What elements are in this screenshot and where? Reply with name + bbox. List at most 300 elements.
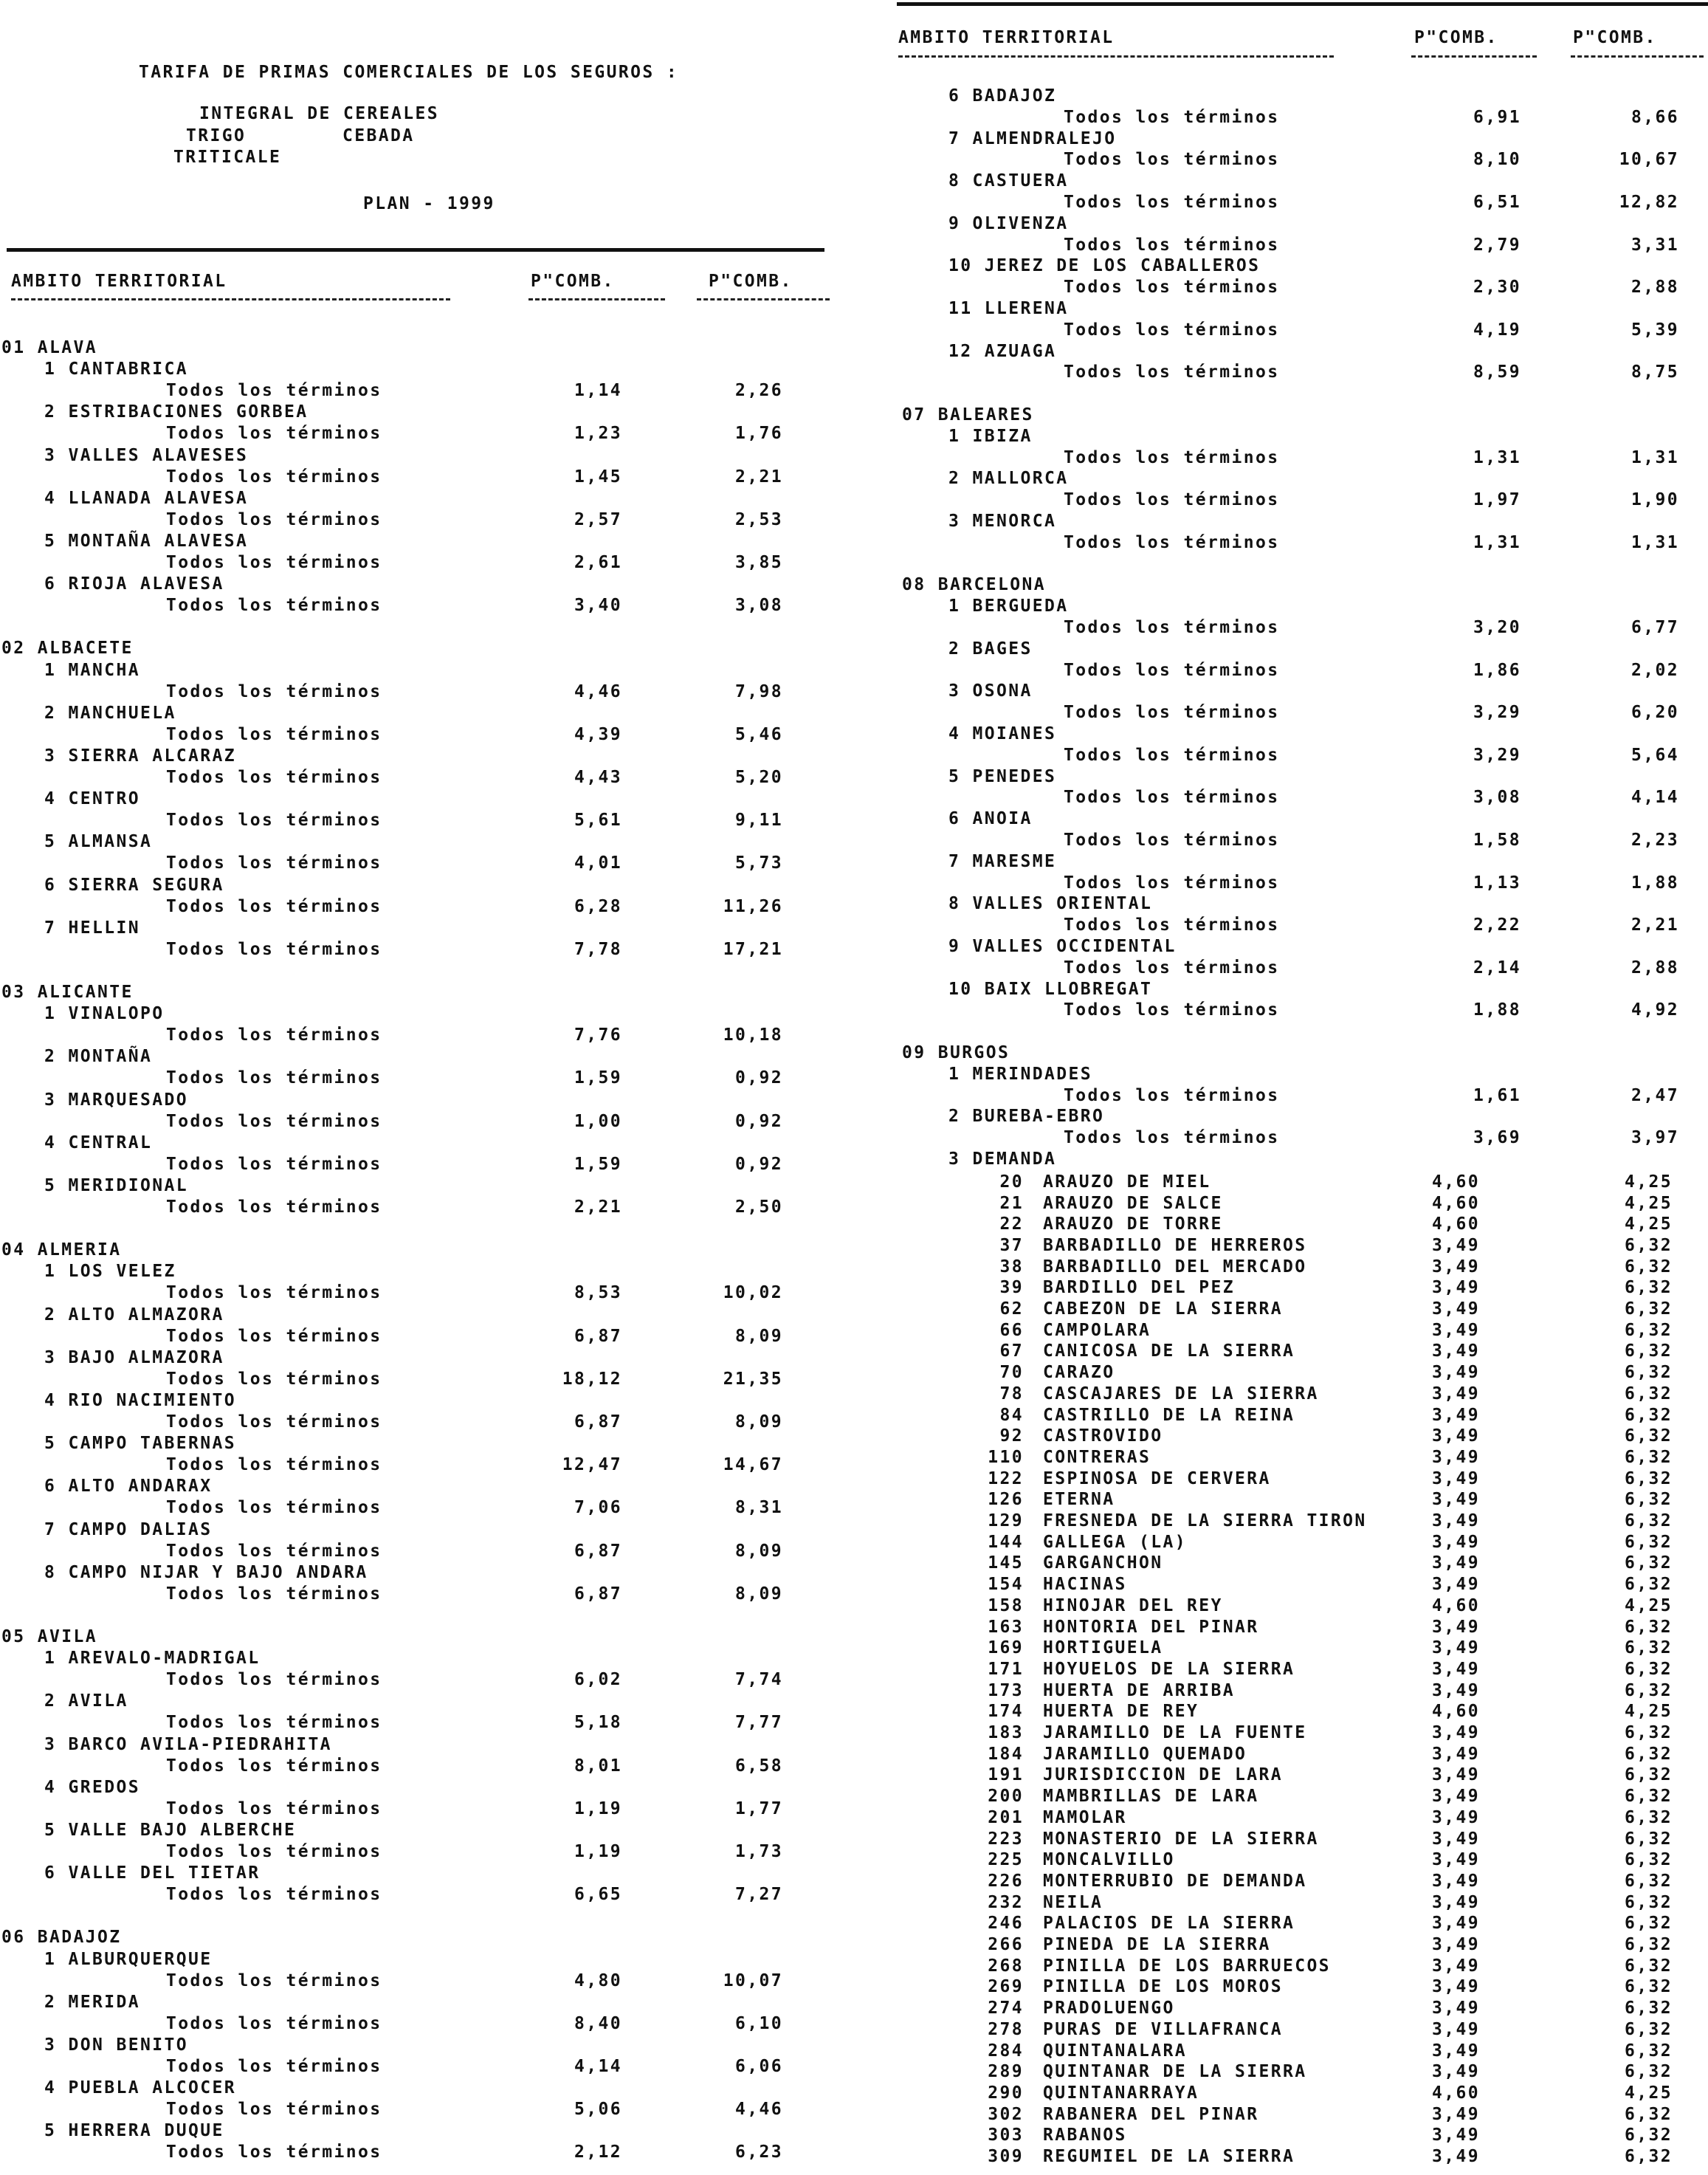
province-heading: 05 AVILA	[1, 1627, 97, 1646]
premium-value-1: 2,30	[1473, 278, 1521, 298]
municipality-code: 184	[988, 1744, 1024, 1764]
zone-name: 3 SIERRA ALCARAZ	[44, 746, 236, 766]
municipality-name: HACINAS	[1043, 1575, 1127, 1595]
header-rule	[897, 2, 1708, 6]
premium-value-1: 4,80	[574, 1970, 622, 1990]
municipality-code: 289	[988, 2062, 1024, 2082]
premium-value-2: 6,32	[1625, 2126, 1673, 2145]
municipality-name: GALLEGA (LA)	[1043, 1532, 1187, 1552]
premium-value-2: 6,32	[1625, 1575, 1673, 1595]
premium-value-1: 3,49	[1432, 1278, 1480, 1298]
column-header-p2: P"COMB.	[1573, 28, 1657, 47]
municipality-code: 232	[988, 1892, 1024, 1912]
all-terms-label: Todos los términos	[166, 896, 382, 916]
premium-value-2: 6,32	[1625, 1638, 1673, 1658]
all-terms-label: Todos los términos	[166, 553, 382, 572]
municipality-code: 225	[988, 1850, 1024, 1870]
premium-value-2: 2,88	[1631, 958, 1679, 977]
premium-value-1: 5,06	[574, 2100, 622, 2120]
zone-name: 4 MOIANES	[948, 724, 1057, 743]
zone-name: 5 MONTAÑA ALAVESA	[44, 531, 249, 551]
premium-value-2: 8,75	[1631, 362, 1679, 382]
all-terms-label: Todos los términos	[1064, 447, 1280, 467]
premium-value-1: 3,49	[1432, 1723, 1480, 1742]
premium-value-2: 3,08	[735, 596, 783, 616]
premium-value-1: 4,60	[1432, 1172, 1480, 1192]
zone-name: 5 VALLE BAJO ALBERCHE	[44, 1820, 297, 1840]
zone-name: 3 DON BENITO	[44, 2035, 188, 2055]
municipality-code: 144	[988, 1532, 1024, 1552]
premium-value-1: 6,91	[1473, 107, 1521, 127]
premium-value-1: 6,65	[574, 1885, 622, 1905]
municipality-name: JARAMILLO QUEMADO	[1043, 1744, 1247, 1764]
all-terms-label: Todos los términos	[1064, 618, 1280, 637]
all-terms-label: Todos los términos	[166, 1283, 382, 1303]
premium-value-1: 1,14	[574, 381, 622, 401]
zone-name: 1 VINALOPO	[44, 1004, 165, 1024]
municipality-name: HOYUELOS DE LA SIERRA	[1043, 1659, 1295, 1679]
province-heading: 08 BARCELONA	[902, 575, 1046, 595]
premium-value-2: 4,46	[735, 2100, 783, 2120]
premium-value-1: 3,49	[1432, 1426, 1480, 1446]
premium-value-2: 3,97	[1631, 1128, 1679, 1148]
premium-value-1: 3,49	[1432, 1977, 1480, 1997]
zone-name: 7 CAMPO DALIAS	[44, 1519, 213, 1539]
municipality-code: 145	[988, 1553, 1024, 1573]
municipality-code: 38	[999, 1257, 1024, 1277]
premium-value-2: 6,32	[1625, 1426, 1673, 1446]
premium-value-2: 1,77	[735, 1798, 783, 1818]
zone-name: 2 ALTO ALMAZORA	[44, 1305, 224, 1324]
premium-value-2: 6,32	[1625, 1892, 1673, 1912]
municipality-name: PRADOLUENGO	[1043, 1999, 1175, 2018]
all-terms-label: Todos los términos	[1064, 915, 1280, 935]
premium-value-1: 7,06	[574, 1498, 622, 1518]
municipality-name: RABANERA DEL PINAR	[1043, 2104, 1259, 2124]
column-header-p1: P"COMB.	[1414, 28, 1498, 47]
municipality-name: ARAUZO DE SALCE	[1043, 1193, 1223, 1213]
municipality-code: 84	[999, 1405, 1024, 1425]
column-header-territory: AMBITO TERRITORIAL	[898, 28, 1115, 47]
municipality-name: BARBADILLO DE HERREROS	[1043, 1235, 1307, 1255]
premium-value-1: 8,40	[574, 2013, 622, 2033]
zone-name: 3 VALLES ALAVESES	[44, 445, 249, 465]
dash-divider	[528, 298, 665, 300]
premium-value-1: 4,01	[574, 853, 622, 873]
premium-value-2: 1,88	[1631, 873, 1679, 893]
municipality-name: CASCAJARES DE LA SIERRA	[1043, 1384, 1319, 1403]
zone-name: 4 PUEBLA ALCOCER	[44, 2078, 236, 2098]
zone-name: 5 CAMPO TABERNAS	[44, 1434, 236, 1454]
premium-value-1: 2,22	[1473, 915, 1521, 935]
dash-divider	[697, 298, 830, 300]
all-terms-label: Todos los términos	[1064, 193, 1280, 212]
premium-value-2: 6,32	[1625, 1914, 1673, 1934]
all-terms-label: Todos los términos	[166, 1842, 382, 1861]
all-terms-label: Todos los términos	[166, 381, 382, 401]
municipality-name: PINEDA DE LA SIERRA	[1043, 1935, 1271, 1954]
zone-name: 7 ALMENDRALEJO	[948, 128, 1117, 148]
premium-value-2: 0,92	[735, 1111, 783, 1131]
zone-name: 1 IBIZA	[948, 426, 1033, 446]
zone-name: 8 CASTUERA	[948, 171, 1069, 191]
premium-value-1: 1,86	[1473, 660, 1521, 680]
all-terms-label: Todos los términos	[1064, 362, 1280, 382]
premium-value-1: 3,49	[1432, 1935, 1480, 1954]
premium-value-2: 2,26	[735, 381, 783, 401]
all-terms-label: Todos los términos	[166, 424, 382, 444]
crop-triticale: TRITICALE	[173, 148, 282, 167]
all-terms-label: Todos los términos	[1064, 1128, 1280, 1148]
premium-value-1: 3,49	[1432, 1787, 1480, 1807]
crop-cebada: CEBADA	[342, 126, 415, 145]
zone-name: 3 MARQUESADO	[44, 1090, 188, 1110]
zone-name: 8 CAMPO NIJAR Y BAJO ANDARA	[44, 1562, 368, 1582]
premium-value-1: 8,10	[1473, 150, 1521, 170]
municipality-name: RABANOS	[1043, 2126, 1127, 2145]
premium-value-1: 4,60	[1432, 1214, 1480, 1234]
municipality-name: MONASTERIO DE LA SIERRA	[1043, 1829, 1319, 1849]
premium-value-1: 3,49	[1432, 1511, 1480, 1530]
zone-name: 2 BUREBA-EBRO	[948, 1107, 1105, 1127]
all-terms-label: Todos los términos	[166, 467, 382, 487]
all-terms-label: Todos los términos	[166, 681, 382, 701]
premium-value-2: 12,82	[1619, 193, 1679, 212]
zone-name: 1 CANTABRICA	[44, 360, 188, 379]
municipality-code: 163	[988, 1617, 1024, 1637]
premium-value-1: 2,61	[574, 553, 622, 572]
municipality-code: 309	[988, 2147, 1024, 2166]
premium-value-1: 1,31	[1473, 532, 1521, 552]
premium-value-1: 3,49	[1432, 1468, 1480, 1488]
municipality-name: CARAZO	[1043, 1363, 1115, 1383]
premium-value-1: 6,87	[574, 1326, 622, 1346]
municipality-name: BARDILLO DEL PEZ	[1043, 1278, 1235, 1298]
premium-value-1: 3,49	[1432, 1680, 1480, 1700]
premium-value-1: 12,47	[562, 1455, 622, 1475]
municipality-code: 173	[988, 1680, 1024, 1700]
municipality-code: 21	[999, 1193, 1024, 1213]
premium-value-2: 6,06	[735, 2057, 783, 2076]
premium-value-1: 1,97	[1473, 490, 1521, 510]
premium-value-1: 7,76	[574, 1025, 622, 1045]
premium-value-2: 8,31	[735, 1498, 783, 1518]
premium-value-2: 4,25	[1625, 1193, 1673, 1213]
all-terms-label: Todos los términos	[166, 1068, 382, 1088]
all-terms-label: Todos los términos	[1064, 1085, 1280, 1105]
zone-name: 1 ALBURQUERQUE	[44, 1949, 213, 1969]
municipality-code: 22	[999, 1214, 1024, 1234]
premium-value-1: 2,14	[1473, 958, 1521, 977]
premium-value-1: 6,28	[574, 896, 622, 916]
zone-name: 2 ESTRIBACIONES GORBEA	[44, 402, 309, 422]
zone-name: 4 GREDOS	[44, 1777, 140, 1797]
all-terms-label: Todos los términos	[1064, 107, 1280, 127]
zone-name: 6 SIERRA SEGURA	[44, 875, 224, 895]
premium-value-2: 5,73	[735, 853, 783, 873]
municipality-name: PINILLA DE LOS MOROS	[1043, 1977, 1283, 1997]
premium-value-2: 2,47	[1631, 1085, 1679, 1105]
all-terms-label: Todos los términos	[166, 1670, 382, 1690]
municipality-name: PALACIOS DE LA SIERRA	[1043, 1914, 1295, 1934]
premium-value-2: 9,11	[735, 811, 783, 831]
premium-value-1: 4,60	[1432, 1595, 1480, 1615]
premium-value-2: 7,74	[735, 1670, 783, 1690]
premium-value-2: 3,31	[1631, 235, 1679, 255]
premium-value-1: 3,49	[1432, 1299, 1480, 1319]
column-header-p2: P"COMB.	[709, 272, 793, 291]
premium-value-2: 6,32	[1625, 1511, 1673, 1530]
zone-name: 6 ALTO ANDARAX	[44, 1477, 213, 1497]
all-terms-label: Todos los términos	[166, 1025, 382, 1045]
municipality-code: 223	[988, 1829, 1024, 1849]
premium-value-2: 8,09	[735, 1412, 783, 1432]
zone-name: 4 RIO NACIMIENTO	[44, 1390, 236, 1410]
premium-value-1: 3,49	[1432, 1892, 1480, 1912]
all-terms-label: Todos los términos	[166, 724, 382, 744]
premium-value-1: 2,57	[574, 509, 622, 529]
premium-value-2: 14,67	[723, 1455, 783, 1475]
premium-value-2: 6,32	[1625, 2019, 1673, 2039]
zone-name: 2 MALLORCA	[948, 469, 1069, 489]
premium-value-1: 3,49	[1432, 1638, 1480, 1658]
premium-value-2: 5,46	[735, 724, 783, 744]
zone-name: 1 MERINDADES	[948, 1064, 1092, 1084]
premium-value-1: 3,49	[1432, 1659, 1480, 1679]
municipality-name: HUERTA DE ARRIBA	[1043, 1680, 1235, 1700]
premium-value-1: 8,53	[574, 1283, 622, 1303]
premium-value-2: 6,32	[1625, 1956, 1673, 1976]
zone-name: 6 BADAJOZ	[948, 86, 1057, 106]
municipality-code: 67	[999, 1341, 1024, 1361]
premium-value-2: 6,23	[735, 2143, 783, 2162]
all-terms-label: Todos los términos	[1064, 1000, 1280, 1020]
premium-value-2: 6,10	[735, 2013, 783, 2033]
premium-value-2: 2,88	[1631, 278, 1679, 298]
municipality-code: 126	[988, 1490, 1024, 1510]
municipality-name: MAMBRILLAS DE LARA	[1043, 1787, 1259, 1807]
premium-value-2: 7,98	[735, 681, 783, 701]
premium-value-2: 1,73	[735, 1842, 783, 1861]
premium-value-2: 6,32	[1625, 1617, 1673, 1637]
all-terms-label: Todos los términos	[166, 1154, 382, 1174]
municipality-name: HORTIGUELA	[1043, 1638, 1163, 1658]
zone-name: 7 MARESME	[948, 851, 1057, 871]
premium-value-1: 1,61	[1473, 1085, 1521, 1105]
all-terms-label: Todos los términos	[166, 1412, 382, 1432]
premium-value-2: 6,32	[1625, 1278, 1673, 1298]
zone-name: 5 MERIDIONAL	[44, 1175, 188, 1195]
premium-value-2: 6,32	[1625, 1235, 1673, 1255]
premium-value-2: 4,25	[1625, 1214, 1673, 1234]
premium-value-1: 5,61	[574, 811, 622, 831]
premium-value-1: 3,49	[1432, 2147, 1480, 2166]
premium-value-1: 1,58	[1473, 831, 1521, 850]
premium-value-2: 6,32	[1625, 1723, 1673, 1742]
premium-value-1: 4,39	[574, 724, 622, 744]
premium-value-1: 3,49	[1432, 1405, 1480, 1425]
zone-name: 2 BAGES	[948, 639, 1033, 659]
premium-value-1: 5,18	[574, 1713, 622, 1733]
municipality-name: QUINTANALARA	[1043, 2041, 1187, 2061]
dash-divider	[11, 298, 450, 300]
premium-value-2: 5,39	[1631, 320, 1679, 340]
premium-value-2: 1,76	[735, 424, 783, 444]
all-terms-label: Todos los términos	[166, 1756, 382, 1776]
premium-value-1: 6,87	[574, 1584, 622, 1604]
province-heading: 03 ALICANTE	[1, 983, 134, 1002]
all-terms-label: Todos los términos	[1064, 703, 1280, 723]
premium-value-2: 2,02	[1631, 660, 1679, 680]
municipality-name: PURAS DE VILLAFRANCA	[1043, 2019, 1283, 2039]
all-terms-label: Todos los términos	[1064, 150, 1280, 170]
premium-value-2: 6,77	[1631, 618, 1679, 637]
premium-value-2: 3,85	[735, 553, 783, 572]
municipality-code: 20	[999, 1172, 1024, 1192]
premium-value-1: 1,59	[574, 1068, 622, 1088]
municipality-code: 174	[988, 1702, 1024, 1722]
municipality-code: 110	[988, 1447, 1024, 1467]
premium-value-1: 1,59	[574, 1154, 622, 1174]
all-terms-label: Todos los términos	[166, 939, 382, 959]
premium-value-1: 3,08	[1473, 788, 1521, 808]
premium-value-1: 3,49	[1432, 1914, 1480, 1934]
premium-value-2: 4,25	[1625, 1172, 1673, 1192]
premium-value-2: 6,32	[1625, 1405, 1673, 1425]
all-terms-label: Todos los términos	[1064, 660, 1280, 680]
municipality-name: HINOJAR DEL REY	[1043, 1595, 1223, 1615]
premium-value-1: 4,60	[1432, 2083, 1480, 2103]
all-terms-label: Todos los términos	[1064, 490, 1280, 510]
premium-value-1: 3,49	[1432, 2041, 1480, 2061]
premium-value-1: 3,49	[1432, 1575, 1480, 1595]
premium-value-2: 6,32	[1625, 1935, 1673, 1954]
zone-name: 12 AZUAGA	[948, 341, 1057, 361]
zone-name: 10 BAIX LLOBREGAT	[948, 979, 1153, 999]
premium-value-1: 4,43	[574, 768, 622, 787]
municipality-code: 158	[988, 1595, 1024, 1615]
premium-value-1: 4,60	[1432, 1702, 1480, 1722]
premium-value-1: 3,29	[1473, 745, 1521, 765]
premium-value-2: 2,21	[1631, 915, 1679, 935]
all-terms-label: Todos los términos	[1064, 831, 1280, 850]
premium-value-2: 4,25	[1625, 1595, 1673, 1615]
premium-value-2: 6,32	[1625, 1999, 1673, 2018]
municipality-name: MONCALVILLO	[1043, 1850, 1175, 1870]
all-terms-label: Todos los términos	[166, 1584, 382, 1604]
premium-value-2: 6,32	[1625, 1532, 1673, 1552]
premium-value-2: 6,32	[1625, 1490, 1673, 1510]
province-heading: 01 ALAVA	[1, 338, 97, 357]
premium-value-1: 3,49	[1432, 1257, 1480, 1277]
premium-value-2: 1,31	[1631, 532, 1679, 552]
municipality-code: 92	[999, 1426, 1024, 1446]
all-terms-label: Todos los términos	[166, 768, 382, 787]
premium-value-1: 3,49	[1432, 1765, 1480, 1785]
premium-value-1: 8,01	[574, 1756, 622, 1776]
premium-value-1: 3,49	[1432, 1532, 1480, 1552]
dash-divider	[1571, 55, 1704, 58]
zone-name: 1 AREVALO-MADRIGAL	[44, 1649, 261, 1669]
all-terms-label: Todos los términos	[1064, 235, 1280, 255]
premium-value-1: 3,49	[1432, 1744, 1480, 1764]
premium-value-1: 6,87	[574, 1412, 622, 1432]
plan-year: PLAN - 1999	[363, 194, 495, 213]
province-heading: 07 BALEARES	[902, 405, 1034, 425]
premium-value-1: 1,88	[1473, 1000, 1521, 1020]
column-header-territory: AMBITO TERRITORIAL	[11, 272, 227, 291]
municipality-name: HUERTA DE REY	[1043, 1702, 1199, 1722]
municipality-name: BARBADILLO DEL MERCADO	[1043, 1257, 1307, 1277]
premium-value-2: 6,32	[1625, 1299, 1673, 1319]
municipality-code: 78	[999, 1384, 1024, 1403]
premium-value-1: 3,49	[1432, 1829, 1480, 1849]
all-terms-label: Todos los términos	[166, 2013, 382, 2033]
municipality-name: HONTORIA DEL PINAR	[1043, 1617, 1259, 1637]
all-terms-label: Todos los términos	[166, 2143, 382, 2162]
premium-value-1: 4,19	[1473, 320, 1521, 340]
premium-value-1: 7,78	[574, 939, 622, 959]
premium-value-1: 4,60	[1432, 1193, 1480, 1213]
premium-value-2: 6,32	[1625, 2147, 1673, 2166]
premium-value-2: 6,32	[1625, 1850, 1673, 1870]
zone-name: 1 MANCHA	[44, 660, 140, 680]
premium-value-1: 2,12	[574, 2143, 622, 2162]
zone-name: 4 CENTRO	[44, 789, 140, 809]
all-terms-label: Todos los términos	[1064, 745, 1280, 765]
all-terms-label: Todos los términos	[166, 1455, 382, 1475]
premium-value-2: 17,21	[723, 939, 783, 959]
zone-name: 3 BARCO AVILA-PIEDRAHITA	[44, 1734, 332, 1754]
municipality-code: 39	[999, 1278, 1024, 1298]
municipality-code: 266	[988, 1935, 1024, 1954]
premium-value-2: 2,23	[1631, 831, 1679, 850]
premium-value-2: 2,21	[735, 467, 783, 487]
premium-value-1: 1,45	[574, 467, 622, 487]
premium-value-2: 6,32	[1625, 1320, 1673, 1340]
municipality-code: 274	[988, 1999, 1024, 2018]
zone-name: 3 MENORCA	[948, 512, 1057, 531]
premium-value-2: 6,32	[1625, 1977, 1673, 1997]
premium-value-1: 3,49	[1432, 1999, 1480, 2018]
crop-trigo: TRIGO	[186, 126, 247, 145]
municipality-name: QUINTANAR DE LA SIERRA	[1043, 2062, 1307, 2082]
premium-value-2: 6,58	[735, 1756, 783, 1776]
all-terms-label: Todos los términos	[166, 853, 382, 873]
premium-value-2: 6,32	[1625, 1744, 1673, 1764]
premium-value-1: 3,49	[1432, 1956, 1480, 1976]
premium-value-2: 4,14	[1631, 788, 1679, 808]
municipality-code: 269	[988, 1977, 1024, 1997]
premium-value-1: 3,49	[1432, 2104, 1480, 2124]
all-terms-label: Todos los términos	[166, 509, 382, 529]
municipality-name: CABEZON DE LA SIERRA	[1043, 1299, 1283, 1319]
premium-value-1: 3,49	[1432, 1384, 1480, 1403]
all-terms-label: Todos los términos	[1064, 788, 1280, 808]
all-terms-label: Todos los términos	[166, 1885, 382, 1905]
premium-value-2: 1,31	[1631, 447, 1679, 467]
premium-value-1: 6,87	[574, 1541, 622, 1561]
premium-value-2: 4,92	[1631, 1000, 1679, 1020]
premium-value-1: 3,49	[1432, 1320, 1480, 1340]
all-terms-label: Todos los términos	[166, 1369, 382, 1389]
zone-name: 10 JEREZ DE LOS CABALLEROS	[948, 256, 1261, 276]
zone-name: 3 DEMANDA	[948, 1150, 1057, 1169]
all-terms-label: Todos los términos	[166, 596, 382, 616]
premium-value-1: 6,51	[1473, 193, 1521, 212]
all-terms-label: Todos los términos	[166, 1970, 382, 1990]
premium-value-1: 6,02	[574, 1670, 622, 1690]
